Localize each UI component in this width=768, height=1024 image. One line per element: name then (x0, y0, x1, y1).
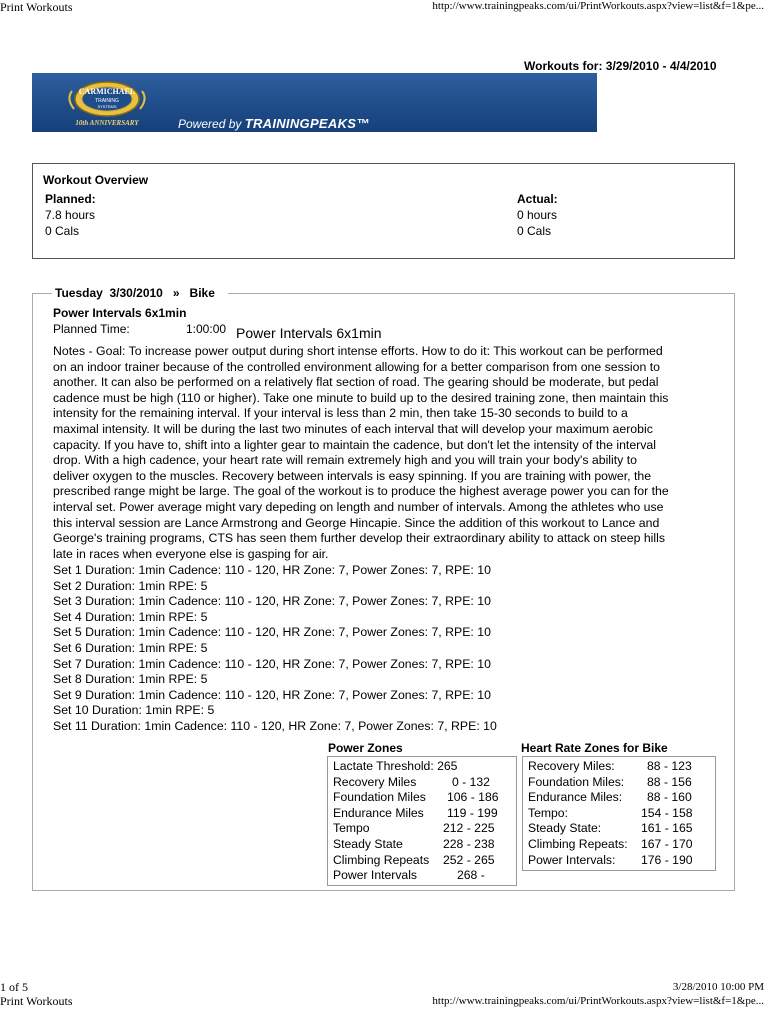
actual-label: Actual: (517, 192, 558, 206)
zone-row: Steady State: 161 - 165 (528, 821, 693, 836)
set-line: Set 5 Duration: 1min Cadence: 110 - 120, HR Zone: 7, Power Zones: 7, RPE: 10 (53, 625, 491, 640)
svg-text:SYSTEMS: SYSTEMS (97, 104, 117, 109)
divider (32, 293, 52, 294)
set-line: Set 9 Duration: 1min Cadence: 110 - 120, HR Zone: 7, Power Zones: 7, RPE: 10 (53, 687, 491, 702)
zone-row: Climbing Repeats 252 - 265 (333, 852, 495, 867)
planned-cals: 0 Cals (45, 224, 80, 238)
zone-row: Steady State 228 - 238 (333, 836, 495, 851)
power-zones-title: Power Zones (328, 741, 403, 755)
set-line: Set 3 Duration: 1min Cadence: 110 - 120, HR Zone: 7, Power Zones: 7, RPE: 10 (53, 594, 491, 609)
notes-line: intensity for the remaining interval. If your interval is less than 2 min, then take 15-30 seconds to build to a (53, 406, 628, 421)
zone-row: Tempo: 154 - 158 (528, 805, 693, 820)
actual-cals: 0 Cals (517, 224, 552, 238)
workout-notes (53, 344, 723, 562)
zone-row: Foundation Miles: 88 - 156 (528, 774, 692, 789)
overview-title: Workout Overview (43, 173, 149, 187)
set-line: Set 10 Duration: 1min RPE: 5 (53, 703, 215, 718)
print-footer-left (0, 980, 73, 1008)
print-page-url: http://www.trainingpeaks.com/ui/PrintWorkouts.aspx?view=list&f=1&pe... (432, 0, 764, 12)
zone-row: Endurance Miles 119 - 199 (333, 805, 498, 820)
planned-time-value: 1:00:00 (186, 322, 227, 336)
banner (32, 73, 597, 132)
notes-line: Notes - Goal: To increase power output during short intense efforts. How to do it: This workout can be performed (53, 344, 663, 358)
print-page-title: Print Workouts (0, 0, 73, 14)
set-line: Set 2 Duration: 1min RPE: 5 (53, 578, 208, 593)
carmichael-logo (60, 77, 154, 127)
zone-row: Recovery Miles 0 - 132 (333, 774, 490, 789)
planned-label: Planned: (45, 192, 96, 206)
notes-line: deliver oxygen to the muscles. Recovery between intervals is easy spinning. If you are training with power, the (53, 468, 652, 483)
set-line: Set 6 Duration: 1min RPE: 5 (53, 640, 208, 655)
print-page-title: Print Workouts (0, 994, 73, 1008)
zone-row: Foundation Miles 106 - 186 (333, 790, 499, 805)
notes-line: maximal intensity. It will be during the last two minutes of each interval that will develop your maximum aerobic (53, 421, 653, 436)
svg-text:TRAINING: TRAINING (95, 98, 119, 104)
trainingpeaks-brand: TRAININGPEAKS™ (244, 116, 370, 131)
zone-row: Power Intervals: 176 - 190 (528, 852, 693, 867)
notes-line: capacity. If you have to, shift into a lighter gear to maintain the cadence, but don't let the intensity of the interval (53, 437, 656, 452)
notes-line: late in races when everyone else is gasping for air. (53, 546, 329, 561)
notes-line: George's training programs, CTS has seen them further develop their extraordinary ability to attack on steep hills (53, 531, 666, 546)
notes-line: drop. With a high cadence, your heart rate will remain extremely high and you will train your body's ability to (53, 453, 638, 468)
planned-hours: 7.8 hours (45, 208, 96, 222)
overview-actual (517, 191, 558, 239)
hr-zones-table (522, 756, 716, 871)
overview-planned (45, 191, 96, 239)
zone-row: Recovery Miles: 88 - 123 (528, 759, 692, 773)
lactate-threshold-row: Lactate Threshold: 265 (333, 759, 458, 773)
planned-time-label: Planned Time: (53, 322, 130, 336)
powered-by-label: Powered by TRAININGPEAKS™ (178, 116, 370, 131)
set-line: Set 11 Duration: 1min Cadence: 110 - 120, HR Zone: 7, Power Zones: 7, RPE: 10 (53, 718, 497, 733)
notes-line: cadence must be high (110 or higher). Take one minute to build up to the desired training zone, then maintain this (53, 390, 669, 405)
workout-sets (53, 563, 723, 735)
set-line: Set 7 Duration: 1min Cadence: 110 - 120, HR Zone: 7, Power Zones: 7, RPE: 10 (53, 656, 491, 671)
workout-overview-box (32, 163, 735, 259)
actual-hours: 0 hours (517, 208, 558, 222)
set-line: Set 1 Duration: 1min Cadence: 110 - 120, HR Zone: 7, Power Zones: 7, RPE: 10 (53, 563, 491, 577)
zone-row: Tempo 212 - 225 (333, 821, 495, 836)
notes-line: on an indoor trainer because of the controlled environment allowing for a better comparison from one session to (53, 359, 660, 374)
date-range-heading: Workouts for: 3/29/2010 - 4/4/2010 (524, 59, 717, 73)
workout-title: Power Intervals 6x1min (53, 306, 187, 320)
notes-line: this interval session are Lance Armstrong and George Hincapie. Since the addition of this workout to Lance and (53, 515, 660, 530)
notes-line: interval set. Power average might vary depeding on length and number of intervals. Among the athletes who use (53, 499, 664, 514)
notes-line: another. It can also be performed on a relatively flat section of road. The gearing should be moderate, but pedal (53, 375, 659, 390)
print-footer-right (432, 980, 764, 1008)
notes-line: prescribed range might be large. The goal of the workout is to produce the highest average power you can for the (53, 484, 669, 499)
zone-row: Climbing Repeats: 167 - 170 (528, 836, 693, 851)
power-zones-table (327, 756, 517, 886)
print-datetime: 3/28/2010 10:00 PM (672, 981, 764, 993)
set-line: Set 4 Duration: 1min RPE: 5 (53, 609, 208, 624)
zone-row: Endurance Miles: 88 - 160 (528, 790, 692, 805)
svg-text:10th ANNIVERSARY: 10th ANNIVERSARY (75, 119, 139, 127)
planned-workout-name: Power Intervals 6x1min (236, 325, 382, 341)
zone-row: Power Intervals 268 - (333, 868, 485, 883)
print-page-url: http://www.trainingpeaks.com/ui/PrintWorkouts.aspx?view=list&f=1&pe... (432, 995, 764, 1007)
divider (228, 293, 735, 294)
set-line: Set 8 Duration: 1min RPE: 5 (53, 672, 208, 687)
hr-zones-title: Heart Rate Zones for Bike (521, 741, 668, 755)
workout-day-legend: Tuesday 3/30/2010 » Bike (55, 286, 215, 300)
svg-text:CARMICHAEL: CARMICHAEL (78, 87, 136, 96)
page-number: 1 of 5 (0, 980, 28, 994)
